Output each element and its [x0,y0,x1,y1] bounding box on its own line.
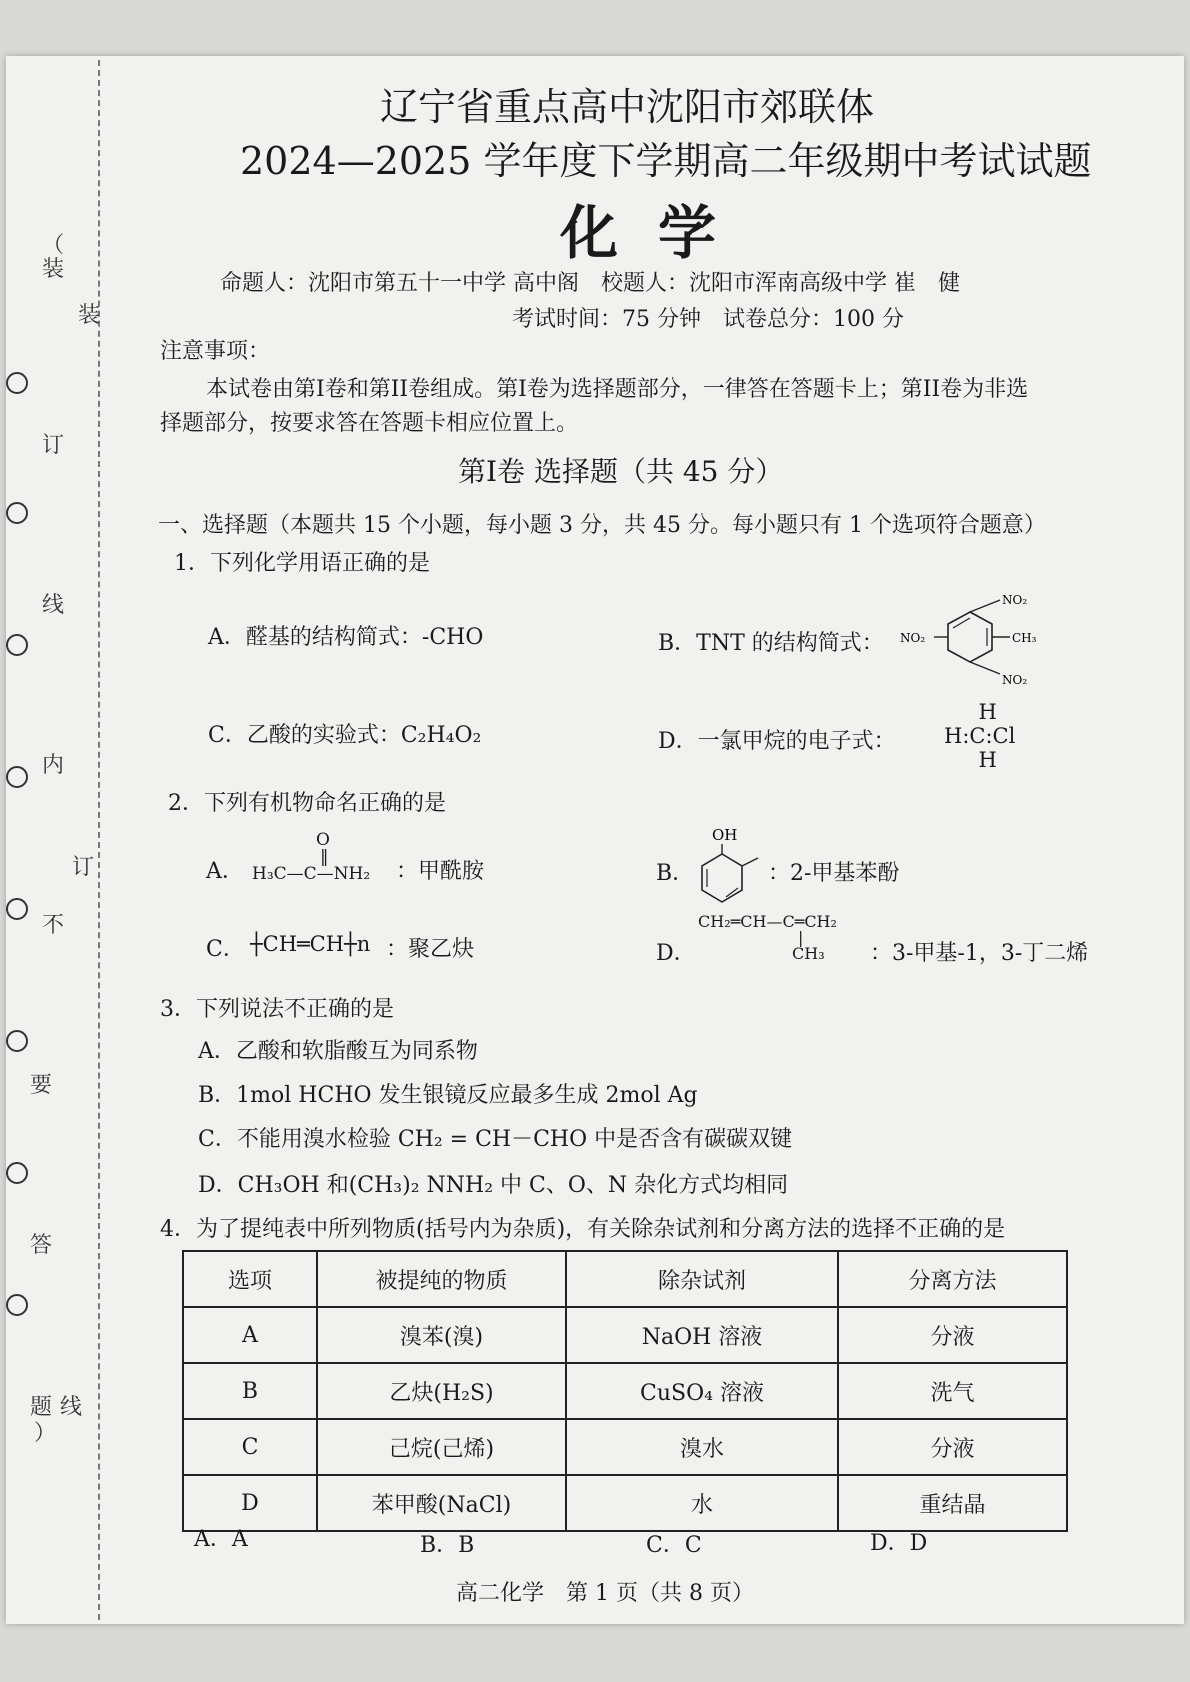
table-cell: 己烷(己烯) [317,1419,566,1475]
q3-option-a: A．乙酸和软脂酸互为同系物 [198,1039,478,1064]
q3-stem: 3．下列说法不正确的是 [160,997,394,1022]
table-cell: 溴苯(溴) [317,1307,566,1363]
tnt-no2-top: NO₂ [1002,593,1028,607]
q4-choice-d: D．D [870,1531,928,1556]
binding-char: ） [34,1421,57,1446]
q3-option-b: B．1mol HCHO 发生银镜反应最多生成 2mol Ag [198,1083,698,1108]
binding-char: 装 [42,257,65,282]
table-header: 选项 [183,1251,317,1307]
binding-char: 线 [60,1395,83,1420]
table-cell: 分液 [838,1307,1067,1363]
binding-hole [6,898,28,920]
electron-hccl: H:C:Cl [944,724,1016,748]
part1-title: 第I卷 选择题（共 45 分） [458,455,784,488]
q4-stem: 4．为了提纯表中所列物质(括号内为杂质)，有关除杂试剂和分离方法的选择不正确的是 [160,1217,1006,1242]
table-row [183,1307,1067,1363]
table-header: 除杂试剂 [566,1251,838,1307]
notice-text-1: 本试卷由第I卷和第II卷组成。第I卷为选择题部分，一律答在答题卡上；第II卷为非选 [206,377,1029,402]
table-cell: 溴水 [566,1419,838,1475]
methylphenol-structure [690,824,770,914]
q2-option-c-name: ：聚乙炔 [386,937,475,962]
table-cell: 重结晶 [838,1475,1067,1531]
part1-instruction: 一、选择题（本题共 15 个小题，每小题 3 分，共 45 分。每小题只有 1 个选项符合题意） [158,513,1046,538]
table-cell: D [183,1475,317,1531]
tnt-structure [900,592,1050,692]
binding-char: 订 [72,855,95,880]
q2-option-a: A． [206,859,244,884]
q1-option-c-label: C．乙酸的实验式： [208,723,401,748]
binding-char: （ [42,233,65,258]
notice-title: 注意事项： [160,339,271,364]
acetamide-structure: O ‖ H₃C—C—NH₂ [252,830,371,884]
q1-option-d: D．一氯甲烷的电子式： [658,729,896,754]
binding-char: 线 [42,593,65,618]
table-cell: 洗气 [838,1363,1067,1419]
binding-char: 不 [42,913,65,938]
binding-hole [6,502,28,524]
exam-title-line2: 2024—2025 学年度下学期高二年级期中考试试题 [240,139,1092,183]
binding-hole [6,634,28,656]
methylbutadiene-structure: CH₂═CH—C═CH₂ | CH₃ [698,912,837,963]
binding-hole [6,766,28,788]
chloromethane-electron-formula [944,700,1016,772]
q3-option-c: C．不能用溴水检验 CH₂ = CH－CHO 中是否含有碳碳双键 [198,1127,793,1152]
table-cell: 乙炔(H₂S) [317,1363,566,1419]
q2-option-d: D． [656,941,696,966]
binding-char: 题 [30,1395,53,1420]
purification-table [182,1250,1068,1532]
binding-hole [6,1030,28,1052]
notice-text-2: 择题部分，按要求答在答题卡相应位置上。 [160,411,579,436]
binding-hole [6,1162,28,1184]
q2-option-b-name: ：2-甲基苯酚 [768,861,900,886]
tnt-ch3: CH₃ [1012,631,1037,645]
binding-char: 答 [30,1233,53,1258]
table-cell: 水 [566,1475,838,1531]
q1-option-c-formula: C₂H₄O₂ [400,723,482,748]
authors-line: 命题人：沈阳市第五十一中学 高中阁 校题人：沈阳市浑南高级中学 崔 健 [220,271,960,296]
table-row [183,1419,1067,1475]
butadiene-ch3: CH₃ [792,944,825,963]
table-cell: B [183,1363,317,1419]
table-cell: 苯甲酸(NaCl) [317,1475,566,1531]
q2-option-a-name: ：甲酰胺 [396,859,485,884]
butadiene-chain: CH₂═CH—C═CH₂ [698,912,837,931]
subject-title: 化学 [560,199,757,267]
q1-option-a: A．醛基的结构简式：-CHO [208,625,484,650]
polyacetylene-structure: ┼CH═CH┼n [250,932,371,956]
q4-choice-b: B．B [420,1533,475,1558]
q2-option-b: B． [656,861,695,886]
exam-title-line1: 辽宁省重点高中沈阳市郊联体 [380,85,875,129]
table-cell: C [183,1419,317,1475]
binding-char: 内 [42,753,65,778]
table-header: 分离方法 [838,1251,1067,1307]
table-header-row [183,1251,1067,1307]
table-row [183,1363,1067,1419]
q1-option-b: B．TNT 的结构简式： [658,631,884,656]
q4-choice-a: A．A [194,1527,248,1552]
q3-option-d: D．CH₃OH 和(CH₃)₂ NNH₂ 中 C、O、N 杂化方式均相同 [198,1173,789,1198]
table-cell: 分液 [838,1419,1067,1475]
acetamide-o: O [316,830,330,850]
binding-char: 订 [42,433,65,458]
electron-h-bottom: H [978,748,997,772]
binding-hole [6,372,28,394]
table-row [183,1475,1067,1531]
binding-char: 要 [30,1073,53,1098]
q2-stem: 2．下列有机物命名正确的是 [168,791,446,816]
table-cell: CuSO₄ 溶液 [566,1363,838,1419]
table-cell: A [183,1307,317,1363]
q4-choice-c: C．C [646,1533,702,1558]
tnt-no2-left: NO₂ [900,631,926,645]
acetamide-chain: H₃C—C—NH₂ [252,864,371,884]
phenol-oh: OH [712,826,738,844]
electron-h-top: H [978,700,997,724]
table-header: 被提纯的物质 [317,1251,566,1307]
binding-char: 装 [78,303,101,328]
binding-line [98,60,100,1620]
q1-stem: 1．下列化学用语正确的是 [174,551,430,576]
q1-option-c [208,718,481,749]
table-cell: NaOH 溶液 [566,1307,838,1363]
exam-info: 考试时间：75 分钟 试卷总分：100 分 [512,307,904,332]
q2-option-d-name: ：3-甲基-1，3-丁二烯 [870,941,1089,966]
page-footer: 高二化学 第 1 页（共 8 页） [456,1581,754,1606]
tnt-no2-bottom: NO₂ [1002,673,1028,687]
binding-hole [6,1294,28,1316]
q2-option-c: C． [206,937,245,962]
